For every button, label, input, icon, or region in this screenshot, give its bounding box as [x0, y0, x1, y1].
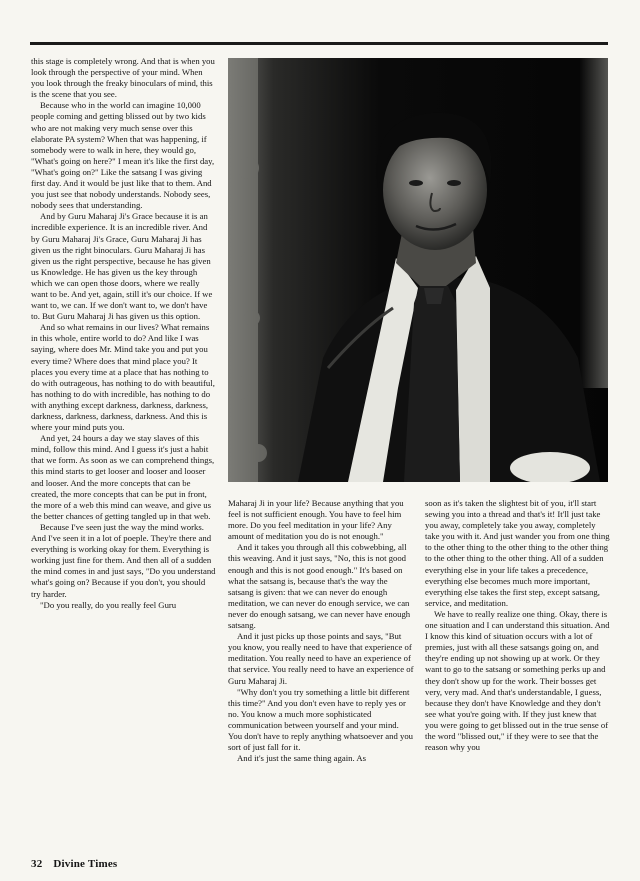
paragraph: "Why don't you try something a little bit different this time?" And you don't even have to reply yes or no. You know a much more sophisticated communication between yourself and your mind. You don't have to reply anything whatsoever and you sort of just fall for it. — [228, 686, 414, 753]
paragraph: We have to really realize one thing. Okay, there is one situation and I can understand this situation. And I know this kind of situation occurs with a lot of premies, just with all these satsangs going on, and they're ending up not showing up at work. Or they want to go to the satsang or something perks up and they don't show up for the work. Their bosses get very, very mad. And that's understandable, I guess, because they don't have Knowledge and they don't see what you're going with. If they just knew that you were going to get blissed out in the true sense of the word "blissed out," if they were to see that the reason why you — [425, 608, 610, 753]
paragraph: soon as it's taken the slightest bit of you, it'll start sewing you into a thread and that's it! It'll just take you away, completely take you away, completely take you with it. And just wander you from one thing to the other thing to the other thing to the other thing to the other thing to the other thing. All of a sudden everything else in your life takes a precedence, everything else becomes much more important, everything else takes the first step, except satsang, service, and meditation. — [425, 498, 610, 608]
top-rule — [30, 42, 608, 45]
page-footer — [31, 858, 125, 870]
article-column-2 — [228, 498, 414, 848]
paragraph: And it just picks up those points and says, "But you know, you really need to have that experience of meditation. You really need to have an experience of that service. You really need to have an experience of Guru Maharaj Ji. — [228, 631, 414, 686]
paragraph: Maharaj Ji in your life? Because anything that you feel is not sufficient enough. You have to feel him more. Do you feel meditation in your life? Any amount of meditation you do is not enough." — [228, 498, 404, 542]
paragraph: Because who in the world can imagine 10,000 people coming and getting blissed out by two kids who are not making very much sense over this elaborate PA system? When that was happening, if somebody were to walk in here, they would go, "What's going on here?" I mean it's like the first day, "What's going on?" Like the satsang I was giving first day. And it would be just like that to them. And you just see that nobody understands. Nobody sees, nobody sees that understanding. — [31, 100, 215, 211]
paragraph: And by Guru Maharaj Ji's Grace because it is an incredible experience. It is an incredible river. And by Guru Maharaj Ji's Grace, Guru Maharaj Ji has given us the right binoculars. Guru Maharaj Ji has given us the right perspective, because he has given us Knowledge. He has given us the key through which we can open those doors, where we really want to be. And yet, again, still it's our choice. If we want to, we can. If we don't want to, we don't have to. But Guru Maharaj Ji has given us this option. — [31, 211, 213, 322]
article-column-3 — [425, 498, 611, 848]
paragraph: And it takes you through all this cobwebbing, all this weaving. And it just says, "No, this is not good enough and this is not good enough." It's based on what the satsang is, because that's the way the satsang is given: that we can never do enough meditation, we can never do enough service, we can never do enough satsang, we can never have enough satsang. — [228, 542, 411, 631]
publication-name: Divine Times — [53, 858, 118, 870]
article-column-1 — [31, 56, 216, 856]
paragraph: And so what remains in our lives? What remains in this whole, entire world to do? And like I was saying, where does Mr. Mind take you and put you every time? Where does that mind place you? It places you every time at a place that has nothing to do with outrageous, has nothing to do with beautiful, has nothing to do with incredible, has nothing to do with anything except darkness, darkness, darkness, darkness, darkness, darkness, darkness. And this is where your mind puts you. — [31, 322, 215, 433]
page-number: 32 — [31, 858, 43, 870]
paragraph: And it's just the same thing again. As — [237, 753, 366, 764]
paragraph: Because I've seen just the way the mind works. And I've seen it in a lot of poeple. They're there and everything is working okay for them. Everything is working just fine for them. And then all of a sudden the mind comes in and just says, "Do you understand what's going on? Because if you don't, you should try harder. — [31, 521, 216, 599]
portrait-photo — [228, 58, 608, 482]
paragraph: this stage is completely wrong. And that is when you look through the perspective of your mind. When you look through the freaky binoculars of mind, this is the scene that you see. — [31, 56, 215, 100]
paragraph: "Do you really, do you really feel Guru — [40, 599, 177, 610]
paragraph: And yet, 24 hours a day we stay slaves of this mind, follow this mind. And I guess it's just a habit that we form. As soon as we can comprehend things, this mind starts to get looser and looser and looser and looser. And the more concepts that can be created, the more concepts that can be put in front, the more of a web this mind can weave, and give us the better chances of getting tangled up in that web. — [31, 433, 215, 521]
